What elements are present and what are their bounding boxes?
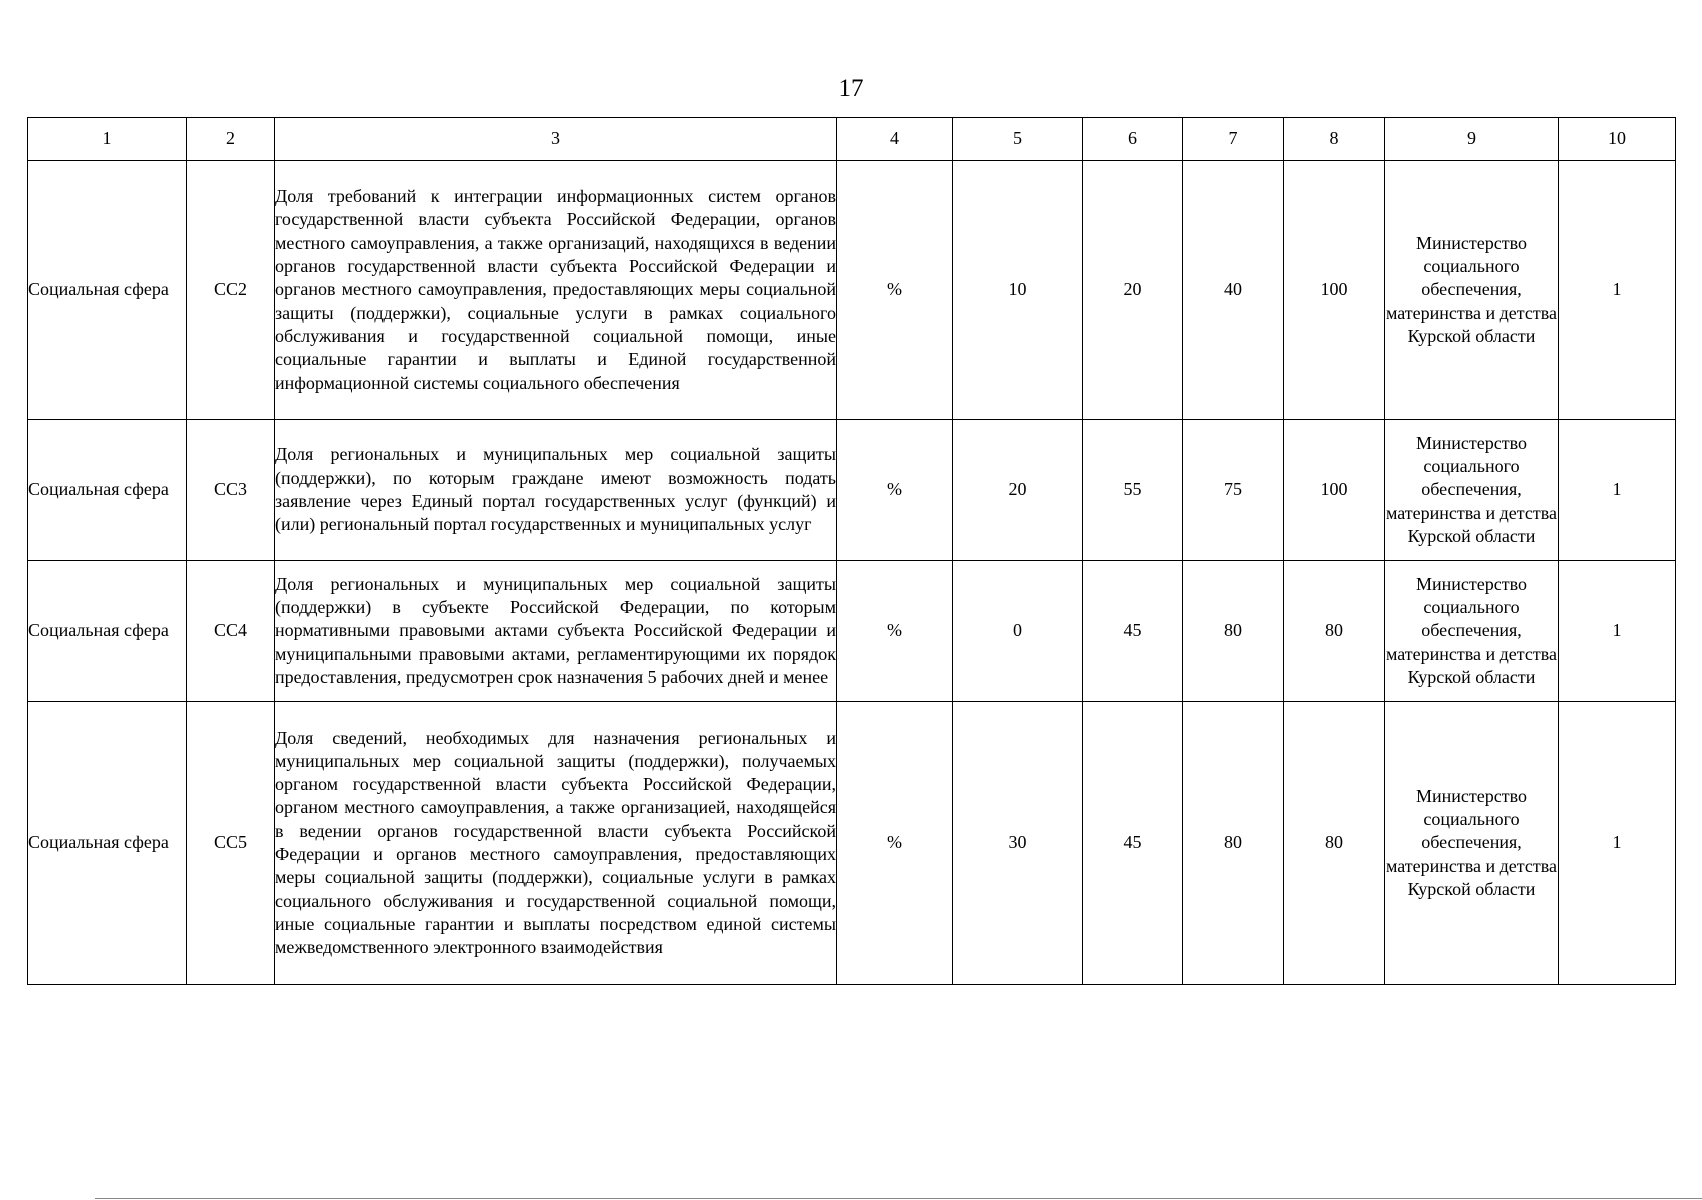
column-header: 10	[1559, 118, 1676, 161]
value-cell-5: 10	[953, 161, 1083, 420]
value-cell-7: 40	[1183, 161, 1284, 420]
value-cell-10: 1	[1559, 702, 1676, 985]
code-cell: СС5	[187, 702, 275, 985]
sphere-cell: Социальная сфера	[28, 702, 187, 985]
column-header: 3	[275, 118, 837, 161]
sphere-cell: Социальная сфера	[28, 561, 187, 702]
column-header: 7	[1183, 118, 1284, 161]
code-cell: СС2	[187, 161, 275, 420]
sphere-cell: Социальная сфера	[28, 161, 187, 420]
unit-cell: %	[837, 161, 953, 420]
column-header: 2	[187, 118, 275, 161]
value-cell-7: 75	[1183, 420, 1284, 561]
value-cell-10: 1	[1559, 561, 1676, 702]
description-cell	[275, 420, 837, 561]
value-cell-7: 80	[1183, 561, 1284, 702]
value-cell-5: 20	[953, 420, 1083, 561]
value-cell-7: 80	[1183, 702, 1284, 985]
table-row	[28, 420, 1676, 561]
organization-cell: Министерство социального обеспечения, материнства и детства Курской области	[1385, 420, 1559, 561]
value-cell-6: 45	[1083, 702, 1183, 985]
value-cell-10: 1	[1559, 420, 1676, 561]
value-cell-10: 1	[1559, 161, 1676, 420]
unit-cell: %	[837, 420, 953, 561]
value-cell-8: 80	[1284, 561, 1385, 702]
column-header: 5	[953, 118, 1083, 161]
value-cell-5: 30	[953, 702, 1083, 985]
page-edge-line	[95, 1198, 1702, 1199]
description-text: Доля сведений, необходимых для назначения региональных и муниципальных мер социальной защиты (поддержки), получаемых органом государственной власти субъекта Российской Федерации, органом местного самоуправления, а также организацией, находящейся в ведении органов государственной власти субъекта Российской Федерации и органов местного самоуправления, предоставляющих меры социальной защиты (поддержки), социальные услуги в рамках социального обслуживания и государственной социальной помощи, иные социальные гарантии и выплаты посредством единой системы межведомственного электронного взаимодействия	[275, 727, 836, 958]
organization-cell: Министерство социального обеспечения, материнства и детства Курской области	[1385, 161, 1559, 420]
description-cell	[275, 161, 837, 420]
column-header: 8	[1284, 118, 1385, 161]
value-cell-8: 80	[1284, 702, 1385, 985]
description-text: Доля региональных и муниципальных мер социальной защиты (поддержки), по которым граждане имеют возможность подать заявление через Единый портал государственных услуг (функций) и (или) региональный портал государственных и муниципальных услуг	[275, 444, 836, 535]
indicators-table	[27, 117, 1676, 985]
column-header: 9	[1385, 118, 1559, 161]
description-cell	[275, 702, 837, 985]
description-text: Доля требований к интеграции информационных систем органов государственной власти субъекта Российской Федерации, органов местного самоуправления, а также организаций, находящихся в ведении органов государственной власти субъекта Российской Федерации и органов местного самоуправления, предоставляющих меры социальной защиты (поддержки), социальные услуги в рамках социального обслуживания и государственной социальной помощи, иные социальные гарантии и выплаты и Единой государственной информационной системы социального обеспечения	[275, 186, 836, 393]
table-row	[28, 561, 1676, 702]
value-cell-6: 45	[1083, 561, 1183, 702]
unit-cell: %	[837, 561, 953, 702]
table-header-row	[28, 118, 1676, 161]
table-row	[28, 702, 1676, 985]
value-cell-8: 100	[1284, 420, 1385, 561]
column-header: 4	[837, 118, 953, 161]
value-cell-5: 0	[953, 561, 1083, 702]
table-row	[28, 161, 1676, 420]
column-header: 6	[1083, 118, 1183, 161]
code-cell: СС4	[187, 561, 275, 702]
sphere-cell: Социальная сфера	[28, 420, 187, 561]
value-cell-6: 55	[1083, 420, 1183, 561]
organization-cell: Министерство социального обеспечения, материнства и детства Курской области	[1385, 561, 1559, 702]
value-cell-8: 100	[1284, 161, 1385, 420]
unit-cell: %	[837, 702, 953, 985]
column-header: 1	[28, 118, 187, 161]
organization-cell: Министерство социального обеспечения, материнства и детства Курской области	[1385, 702, 1559, 985]
description-text: Доля региональных и муниципальных мер социальной защиты (поддержки) в субъекте Российской Федерации, по которым нормативными правовыми актами субъекта Российской Федерации и муниципальными правовыми актами, регламентирующими их порядок предоставления, предусмотрен срок назначения 5 рабочих дней и менее	[275, 573, 836, 687]
description-cell	[275, 561, 837, 702]
page-number: 17	[838, 75, 864, 102]
code-cell: СС3	[187, 420, 275, 561]
value-cell-6: 20	[1083, 161, 1183, 420]
